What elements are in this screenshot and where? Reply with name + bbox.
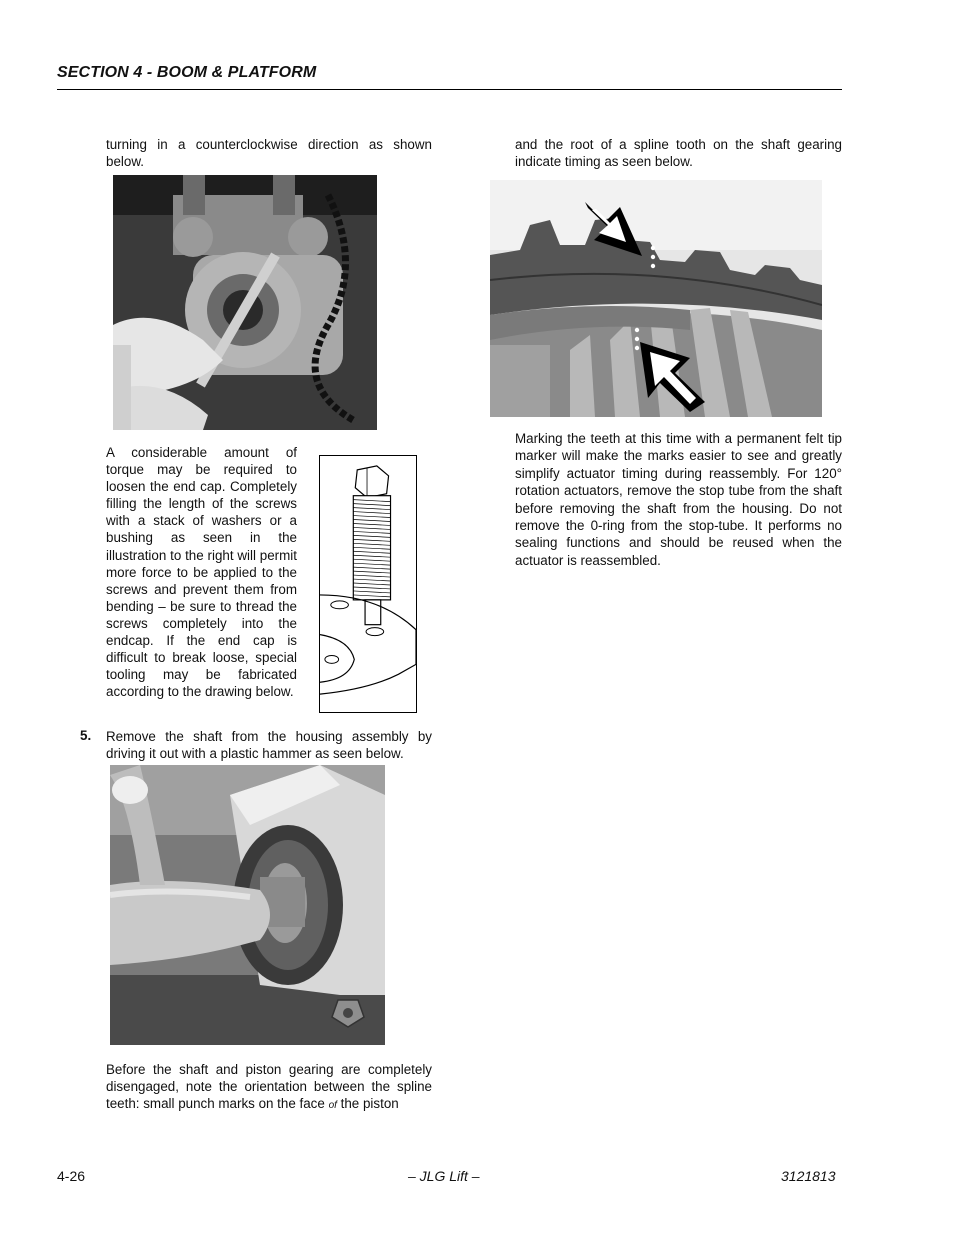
step-5-text: Remove the shaft from the housing assembly by driving it out with a plastic hammer as seen below.	[106, 729, 432, 762]
orientation-paragraph	[106, 1061, 432, 1114]
orientation-text-of: of	[328, 1100, 337, 1112]
photo-hammer-shaft	[110, 765, 385, 1045]
screw-bushing-illustration	[319, 455, 417, 713]
footer-page-number: 4-26	[57, 1168, 86, 1184]
torque-note-paragraph: A considerable amount of torque may be required to loosen the end cap. Completely filling the length of the screws with a stack of washers or a bushing as seen in the illustration to the right will permit more force to be applied to the screws and prevent them from bending – be sure to thread the screws completely into the endcap. If the end cap is difficult to break loose, special tooling may be fabricated according to the drawing below.	[106, 445, 297, 700]
section-title: SECTION 4 - BOOM & PLATFORM	[57, 64, 317, 81]
orientation-text-a: Before the shaft and piston gearing are completely disengaged, note the orientation between the spline teeth: small punch marks on the face	[106, 1062, 432, 1112]
continuation-paragraph: and the root of a spline tooth on the shaft gearing indicate timing as seen below.	[515, 137, 842, 170]
step-5-number: 5.	[80, 728, 92, 743]
orientation-text-b: the piston	[340, 1096, 399, 1112]
section-header	[57, 64, 842, 90]
marking-paragraph: Marking the teeth at this time with a permanent felt tip marker will make the marks easier to see and greatly simplify actuator timing during reassembly. For 120° rotation actuators, remove the stop tube from the shaft before removing the shaft from the housing. Do not remove the 0-ring from the stop-tube. It performs no sealing functions and should be reused when the actuator is reassembled.	[515, 431, 842, 568]
footer-center-title: – JLG Lift –	[408, 1168, 480, 1184]
photo-spline-teeth	[490, 180, 822, 417]
intro-paragraph: turning in a counterclockwise direction as shown below.	[106, 137, 432, 170]
footer-doc-number: 3121813	[781, 1168, 836, 1184]
photo-end-cap-wrench	[113, 175, 377, 430]
